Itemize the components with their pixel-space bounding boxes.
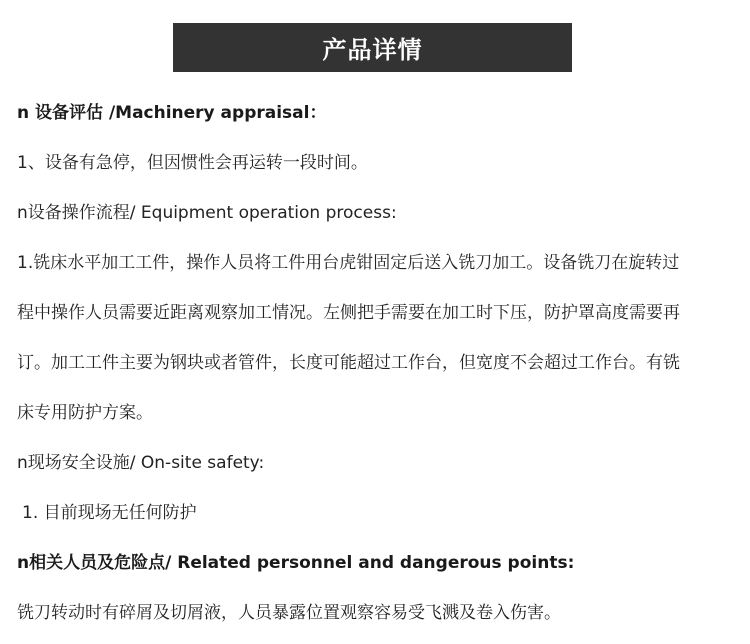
product-details-content — [17, 88, 732, 638]
danger-item: 铣刀转动时有碎屑及切屑液，人员暴露位置观察容易受飞溅及卷入伤害。 — [17, 603, 561, 623]
safety-heading: n现场安全设施/ On-site safety: — [17, 453, 265, 473]
safety-item: 1. 目前现场无任何防护 — [22, 503, 197, 523]
process-line-1: 1.铣床水平加工工件，操作人员将工件用台虎钳固定后送入铣刀加工。设备铣刀在旋转过 — [17, 253, 680, 273]
process-line-4: 床专用防护方案。 — [17, 403, 153, 423]
danger-heading: n相关人员及危险点/ Related personnel and dangerous points: — [17, 553, 575, 573]
banner-title: 产品详情 — [322, 36, 423, 64]
appraisal-heading: n 设备评估 /Machinery appraisal： — [17, 103, 327, 123]
appraisal-item: 1、设备有急停，但因惯性会再运转一段时间。 — [17, 153, 368, 173]
process-line-3: 订。加工工件主要为钢块或者管件，长度可能超过工作台，但宽度不会超过工作台。有铣 — [17, 353, 680, 373]
process-line-2: 程中操作人员需要近距离观察加工情况。左侧把手需要在加工时下压，防护罩高度需要再 — [17, 303, 680, 323]
product-details-banner — [173, 23, 572, 72]
process-heading: n设备操作流程/ Equipment operation process: — [17, 203, 397, 223]
